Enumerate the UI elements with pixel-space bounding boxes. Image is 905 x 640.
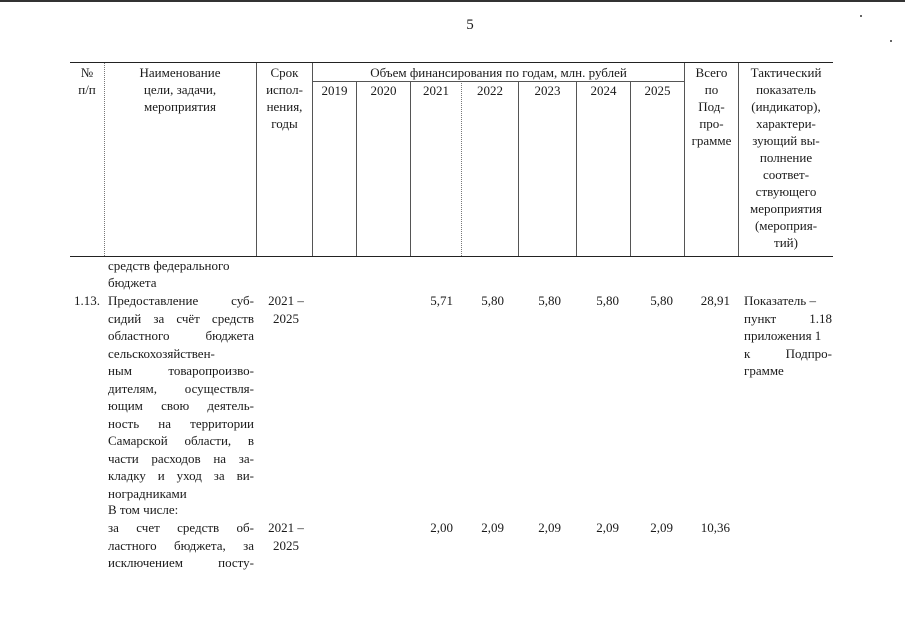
row-value-2021: 2,00 <box>430 520 453 535</box>
header-indicator: Тактический показатель (индикатор), характери- зующий вы- полнение соответ- ствующего мероприятия (мероприя- тий) <box>749 65 822 250</box>
header-year: 2022 <box>477 83 503 98</box>
row-name-line: Самарской области, в <box>108 433 254 448</box>
row-name-line: части расходов на за- <box>108 450 254 466</box>
row-value-2024: 2,09 <box>596 520 619 535</box>
row-term: 2021 – 2025 <box>268 520 304 553</box>
table-header <box>70 62 833 257</box>
scan-top-edge <box>0 0 905 2</box>
row-name-line: исключением посту- <box>108 555 254 570</box>
row-name-line: ным товаропроизво- <box>108 363 254 378</box>
indicator-line: пункт 1.18 <box>744 310 832 326</box>
header-total: Всего по Под- про- грамме <box>691 65 732 148</box>
scan-speck <box>890 40 892 42</box>
row-value-2023: 2,09 <box>538 520 561 535</box>
indicator-line: Показатель – <box>744 293 816 308</box>
row-term: 2021 – 2025 <box>268 293 304 326</box>
indicator-line: грамме <box>744 363 784 378</box>
row-name-line: В том числе: <box>108 502 179 517</box>
row-value-2022: 5,80 <box>481 293 504 308</box>
row-total: 10,36 <box>700 520 730 535</box>
row-name-line: Предоставление суб- <box>108 293 254 308</box>
header-name: Наименование цели, задачи, мероприятия <box>139 65 221 114</box>
row-number: 1.13. <box>74 293 100 308</box>
header-term: Срок испол- нения, годы <box>266 65 303 131</box>
page-number: 5 <box>466 17 474 33</box>
row-value-2022: 2,09 <box>481 520 504 535</box>
row-name-line: за счет средств об- <box>108 520 254 535</box>
row-name-line: средств федерального <box>108 258 230 273</box>
row-value-2025: 5,80 <box>650 293 673 308</box>
row-total: 28,91 <box>700 293 730 308</box>
header-year: 2023 <box>534 83 561 98</box>
row-name-line: ноградниками <box>108 485 187 501</box>
header-year: 2019 <box>321 83 348 98</box>
row-value-2024: 5,80 <box>596 293 619 308</box>
header-year: 2020 <box>370 83 397 98</box>
header-funding-title: Объем финансирования по годам, млн. рублей <box>370 65 627 80</box>
row-name-line: бюджета <box>108 275 157 290</box>
header-num: № п/п <box>78 65 96 97</box>
row-value-2023: 5,80 <box>538 293 561 308</box>
row-name-line: сельскохозяйствен- <box>108 345 215 361</box>
row-name-line: ластного бюджета, за <box>108 537 254 553</box>
indicator-line: к Подпро- <box>744 345 832 361</box>
row-name-line: сидий за счёт средств <box>108 310 254 326</box>
row-name-line: ющим свою деятель- <box>108 398 254 413</box>
row-name-line: дителям, осуществля- <box>108 380 254 396</box>
row-name-line: ность на территории <box>108 415 254 431</box>
row-value-2021: 5,71 <box>430 293 453 308</box>
header-year: 2025 <box>644 83 671 98</box>
row-name-line: областного бюджета <box>108 328 254 343</box>
row-value-2025: 2,09 <box>650 520 673 535</box>
header-year: 2021 <box>423 83 449 98</box>
header-year: 2024 <box>590 83 617 98</box>
row-name-line: кладку и уход за ви- <box>108 468 254 483</box>
scan-speck <box>860 15 862 17</box>
indicator-line: приложения 1 <box>744 328 822 343</box>
